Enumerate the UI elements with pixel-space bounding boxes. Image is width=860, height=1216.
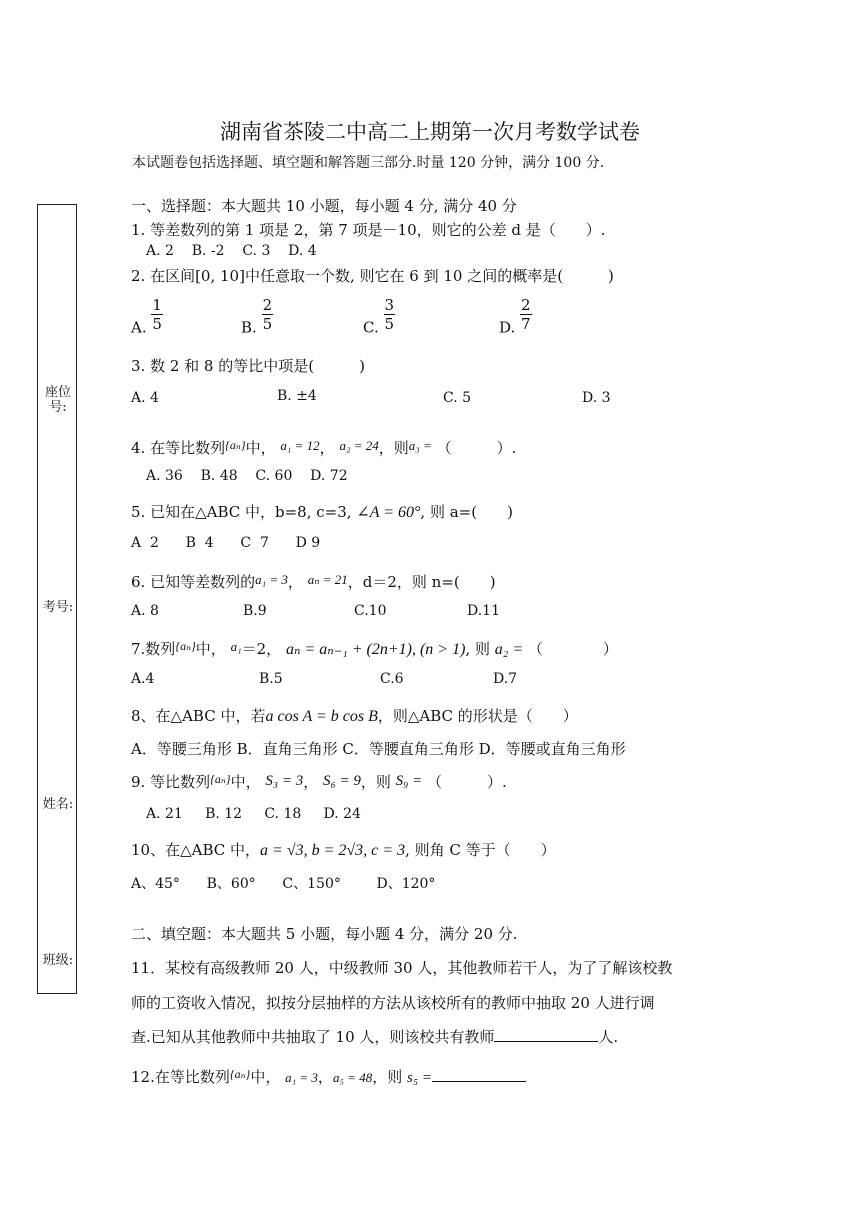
answer-blank[interactable] [432,1067,526,1082]
math-expression: a₃ = [408,438,432,453]
math-expression: a₅ = 48 [332,1070,373,1085]
question-10-options: A、45° B、60° C、150° D、120° [131,876,436,892]
stem-text: 中， [250,1068,281,1086]
fraction [384,296,396,333]
question-2-option-d [499,296,532,337]
stem-text: ， [287,573,303,591]
stem-text: ，d＝2，则 n=( ) [347,573,496,591]
math-expression: a cos A = b cos B [265,708,378,725]
stem-text: , 则 a=( ) [420,503,513,521]
stem-text: 中， [195,640,226,658]
option-label: B. [241,318,257,337]
math-expression: aₙ = aₙ₋₁ + (2n+1), (n > 1) [285,641,466,658]
question-6-option-a: A. 8 [131,603,159,619]
exam-number-label: 考号: [42,600,74,615]
math-expression: {aₙ} [210,772,231,786]
question-5-stem [131,501,513,522]
stem-text: 4. 在等比数列 [131,439,226,457]
question-11-line-3 [131,1026,618,1047]
math-expression: {aₙ} [175,639,196,653]
page-title: 湖南省茶陵二中高二上期第一次月考数学试卷 [220,120,640,144]
option-label: B. [277,388,292,404]
math-expression: {aₙ} [229,1067,251,1081]
seat-label: 座位号: [44,385,71,415]
stem-text: ，则 [378,439,409,457]
question-7-option-c: C.6 [380,671,404,687]
question-11-line-2: 师的工资收入情况，拟按分层抽样的方法从该校所有的教师中抽取 20 人进行调 [131,994,655,1012]
math-expression: S₃ = 3 [265,773,304,789]
option-label: A. [131,318,147,337]
question-7-option-a: A.4 [131,671,155,687]
stem-text: , 则 [465,640,490,658]
stem-text: 中， [230,773,261,791]
stem-text: 查.已知从其他教师中共抽取了 10 人，则该校共有教师 [131,1028,495,1046]
numerator: 1 [152,296,162,314]
stem-text: 10、在△ABC 中， [131,841,261,859]
math-expression: a₂ = [494,641,524,658]
numerator: 2 [521,296,531,314]
question-6-option-b: B.9 [243,603,267,619]
fraction [262,296,274,333]
question-9-stem [131,771,507,792]
math-expression: s₅ = [407,1070,432,1086]
question-12-stem [131,1066,526,1087]
stem-text: ＝2， [241,640,282,658]
name-label: 姓名: [42,797,74,812]
option-label: D. [499,318,516,337]
question-6-option-c: C.10 [354,603,387,619]
question-8-options: A．等腰三角形 B．直角三角形 C．等腰直角三角形 D．等腰或直角三角形 [131,740,626,758]
stem-text: （ ） [527,640,618,658]
stem-text: 6. 已知等差数列的 [131,573,256,591]
numerator: 2 [262,296,273,314]
math-expression: aₙ = 21 [307,572,348,587]
question-2-option-b [241,296,273,337]
math-expression: a = √3, b = 2√3, c = 3 [260,842,406,859]
math-expression: {aₙ} [225,438,246,452]
stem-text: ，则 [360,773,391,791]
question-10-stem [131,839,556,860]
stem-text: ， [303,773,319,791]
question-7-option-d: D.7 [493,671,518,687]
question-1-stem: 1. 等差数列的第 1 项是 2，第 7 项是－10，则它的公差 d 是（ ）. [131,221,606,239]
question-8-stem [131,705,578,726]
question-3-stem: 3. 数 2 和 8 的等比中项是( ) [131,357,365,375]
question-6-stem [131,571,496,592]
question-5-options: A 2 B 4 C 7 D 9 [131,535,321,551]
math-expression: S₆ = 9 [323,773,361,789]
stem-text: ， [319,439,335,457]
question-7-stem [131,638,618,659]
question-6-option-d: D.11 [467,603,500,619]
question-2-option-c [363,296,395,337]
stem-text: 5. 已知在△ABC 中，b=8, c=3, [131,503,352,521]
answer-blank[interactable] [494,1027,598,1042]
question-3-option-c: C. 5 [443,390,472,406]
math-expression: a₁ = 12 [280,438,320,453]
question-11-line-1: 11．某校有高级教师 20 人，中级教师 30 人，其他教师若干人，为了了解该校教 [131,959,673,977]
stem-text: ，则△ABC 的形状是（ ） [377,707,578,725]
stem-text: 9. 等比数列 [131,773,211,791]
math-expression: a₁ [230,639,242,654]
stem-text: 中， [245,439,276,457]
question-4-stem [131,437,516,458]
stem-text: 人. [598,1028,619,1046]
fraction [151,296,163,333]
question-3-option-a: A. 4 [131,390,159,406]
question-3-option-b [277,388,317,404]
denominator: 5 [262,315,273,333]
question-3-option-d: D. 3 [582,390,611,406]
question-2-option-a [131,296,163,337]
numerator: 3 [384,296,395,314]
math-expression: a₂ = 24 [339,438,379,453]
question-4-options: A. 36 B. 48 C. 60 D. 72 [146,468,348,484]
question-9-options: A. 21 B. 12 C. 18 D. 24 [146,806,361,822]
section-choice-heading: 一、选择题：本大题共 10 小题，每小题 4 分, 满分 40 分 [131,197,517,215]
stem-text: （ ）. [427,773,507,791]
math-expression: ±4 [296,388,317,404]
fraction [520,296,532,333]
section-fill-heading: 二、填空题：本大题共 5 小题，每小题 4 分，满分 20 分. [131,925,518,943]
class-label: 班级: [42,953,74,968]
stem-text: ， [317,1068,333,1086]
math-expression: S₉ = [395,773,423,789]
denominator: 5 [152,315,162,333]
math-expression: a₁ = 3 [285,1070,318,1085]
question-1-options: A. 2 B. -2 C. 3 D. 4 [146,243,317,259]
stem-text: （ ）. [436,439,517,457]
denominator: 7 [521,315,531,333]
stem-text: 7.数列 [131,640,176,658]
stem-text: 12.在等比数列 [131,1068,230,1086]
question-7-option-b: B.5 [259,671,283,687]
option-label: C. [363,318,379,337]
stem-text: ，则 [372,1068,403,1086]
math-expression: ∠A = 60° [356,504,421,521]
stem-text: 8、在△ABC 中，若 [131,707,266,725]
question-2-stem: 2. 在区间[0, 10]中任意取一个数, 则它在 6 到 10 之间的概率是( ) [131,267,614,285]
stem-text: , 则角 C 等于（ ） [405,841,556,859]
exam-intro: 本试题卷包括选择题、填空题和解答题三部分.时量 120 分钟，满分 100 分. [132,155,605,171]
math-expression: a₁ = 3 [255,572,288,587]
binding-strip [37,204,77,994]
denominator: 5 [384,315,395,333]
